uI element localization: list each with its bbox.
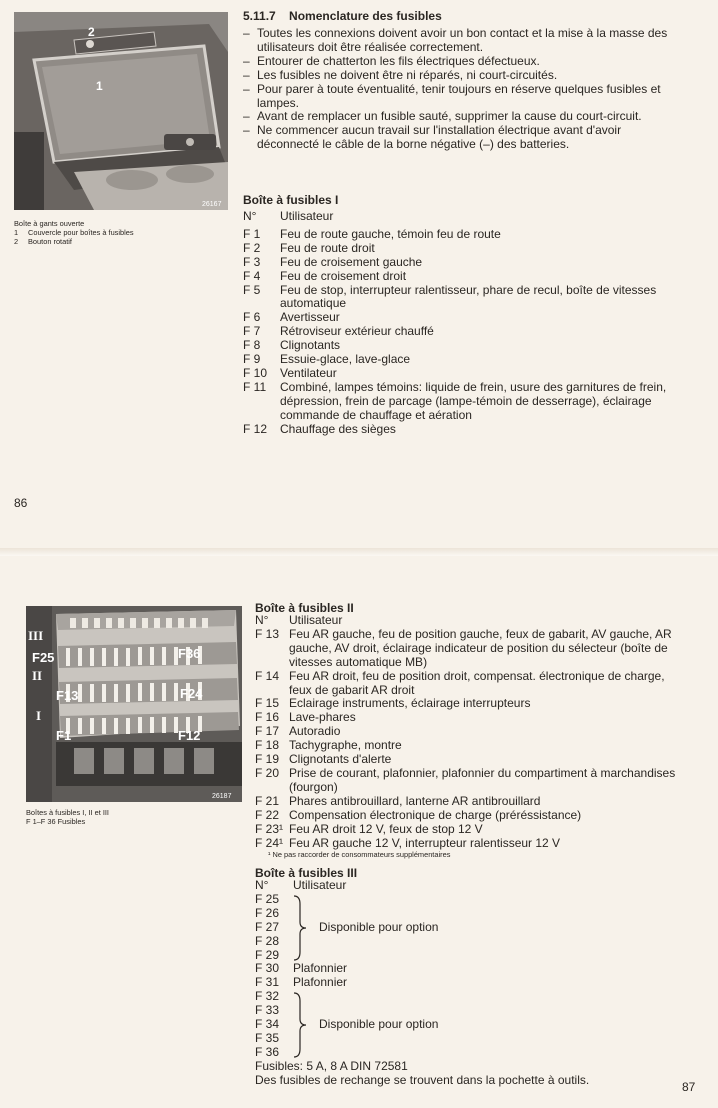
caption-line1: Boîtes à fusibles I, II et III <box>26 808 109 817</box>
caption-line2: F 1–F 36 Fusibles <box>26 817 86 826</box>
roman-label-II: II <box>32 668 43 683</box>
fuse-code: F 13 <box>255 626 280 641</box>
fuse-text: Plafonnier <box>293 975 348 990</box>
bullet-text: Les fusibles ne doivent être ni réparés, ni court-circuités. <box>257 67 558 82</box>
box3-title: Boîte à fusibles III <box>255 866 358 880</box>
box2-title: Boîte à fusibles II <box>255 601 354 615</box>
brace-icon <box>293 894 307 962</box>
fuse-row <box>255 837 687 851</box>
fuse-row <box>243 381 675 423</box>
header-text: Utilisateur <box>293 878 347 892</box>
fuse-row <box>255 725 687 739</box>
bullet-item: – Toutes les connexions doivent avoir un bon contact et la mise à la masse des utilisateurs doit être réalisée correctement. <box>243 27 683 55</box>
fuse-text: Phares antibrouillard, lanterne AR antibrouillard <box>289 793 541 808</box>
fuse-text: Combiné, lampes témoins: liquide de frein, usure des garnitures de frein, dépression, frein de parcage (lampe-témoin de desserrage), éclairage commande de chauffage et aération <box>280 379 667 422</box>
fuse-code: F 34 <box>255 1017 280 1032</box>
caption-item <box>14 228 134 237</box>
page-86 <box>0 0 718 552</box>
spare-fuses-note: Des fusibles de rechange se trouvent dans la pochette à outils. <box>255 1072 590 1087</box>
fusebox-photo <box>26 606 242 802</box>
fuse-text: Feu AR droit 12 V, feux de stop 12 V <box>289 821 483 836</box>
bullet-item: – Avant de remplacer un fusible sauté, supprimer la cause du court-circuit. <box>243 109 642 124</box>
fuse-label-f24: F24 <box>180 686 203 701</box>
fuse-row <box>255 697 687 711</box>
fuse-code: F 21 <box>255 793 280 808</box>
fuse-code: F 14 <box>255 668 280 683</box>
caption-item <box>14 237 134 246</box>
optional-group-1 <box>255 893 687 963</box>
fuse-row <box>243 367 675 381</box>
photo1-label-1: 1 <box>96 79 103 93</box>
fuse-row <box>255 767 687 795</box>
photo1-ref: 26167 <box>202 201 222 208</box>
group1-codes <box>255 893 289 963</box>
fuse-code: F 36 <box>255 1044 280 1059</box>
fuse-row <box>255 823 687 837</box>
fuse-text: Avertisseur <box>280 310 340 325</box>
fuse-code: F 30 <box>255 961 280 976</box>
box3-header <box>255 879 687 893</box>
fuse-code: F 19 <box>255 752 280 767</box>
box3-table <box>255 879 687 1088</box>
fuse-code: F 5 <box>243 282 261 297</box>
fuse-label-f13: F13 <box>56 688 79 703</box>
fuse-text: Feu AR droit, feu de position droit, compensat. électronique de charge, feux de gabarit AR droit <box>289 668 665 697</box>
bullet-item: – Les fusibles ne doivent être ni réparés, ni court-circuités. <box>243 67 558 82</box>
caption-item-text: Bouton rotatif <box>28 237 72 246</box>
fuse-label-f36: F36 <box>178 646 201 661</box>
group2-text: Disponible pour option <box>319 1017 439 1032</box>
fuse-text: Feu de croisement droit <box>280 268 407 283</box>
box1-header <box>243 210 675 224</box>
roman-label-I: I <box>36 708 42 723</box>
box1-title: Boîte à fusibles I <box>243 193 339 207</box>
fuse-label-f1: F1 <box>56 728 72 743</box>
fusebox-caption <box>26 808 109 826</box>
optional-group-2 <box>255 990 687 1060</box>
bullet-text: Avant de remplacer un fusible sauté, supprimer la cause du court-circuit. <box>257 109 642 124</box>
header-code: N° <box>255 613 269 627</box>
header-code: N° <box>243 209 257 223</box>
fuse-row <box>255 670 687 698</box>
fuse-text: Clignotants <box>280 338 341 353</box>
fuse-text: Compensation électronique de charge (préréssistance) <box>289 807 582 822</box>
fuse-text: Clignotants d'alerte <box>289 752 392 767</box>
page-number-86: 86 <box>14 496 28 510</box>
fuse-code: F 6 <box>243 310 261 325</box>
group2-codes <box>255 990 289 1060</box>
header-code: N° <box>255 878 269 892</box>
bullet-text: Ne commencer aucun travail sur l'installation électrique avant d'avoir déconnecté le câble de la borne négative (–) des batteries. <box>257 123 622 152</box>
fuse-text: Chauffage des sièges <box>280 421 396 436</box>
fusebox-illustration <box>26 606 242 802</box>
header-text: Utilisateur <box>280 209 334 223</box>
fuse-code: F 27 <box>255 919 280 934</box>
fuse-code: F 1 <box>243 226 261 241</box>
fuse-rating-note: Fusibles: 5 A, 8 A DIN 72581 <box>255 1058 408 1073</box>
page-87 <box>0 552 718 1108</box>
caption-item-num: 2 <box>14 237 19 246</box>
fuse-code: F 16 <box>255 710 280 725</box>
bullet-item: – Ne commencer aucun travail sur l'installation électrique avant d'avoir déconnecté le câble de la borne négative (–) des batteries. <box>243 124 683 152</box>
fuse-text: Feu AR gauche, feu de position gauche, feux de gabarit, AV gauche, AR gauche, AV droit, éclairage indicateur de position du sélecteur (boîte de vitesses automatique MB) <box>289 626 672 669</box>
bullet-text: Entourer de chatterton les fils électriques défectueux. <box>257 53 540 68</box>
page-number-87: 87 <box>682 1080 696 1094</box>
fuse-text: Eclairage instruments, éclairage interrupteurs <box>289 696 531 711</box>
box2-table <box>255 614 687 850</box>
fuse-code: F 29 <box>255 947 280 962</box>
section-number: 5.11.7 <box>243 9 276 23</box>
bullet-item: – Entourer de chatterton les fils électriques défectueux. <box>243 53 540 68</box>
fuse-code: F 2 <box>243 240 261 255</box>
fuse-code: F 4 <box>243 268 261 283</box>
caption-item-num: 1 <box>14 228 19 237</box>
glovebox-illustration <box>14 12 228 210</box>
box2-header <box>255 614 687 628</box>
fuse-row <box>255 628 687 670</box>
fuse-text: Feu de route droit <box>280 240 375 255</box>
roman-label-III: III <box>28 628 44 643</box>
photo1-label-2: 2 <box>88 25 95 39</box>
section-title: Nomenclature des fusibles <box>289 9 442 23</box>
glovebox-photo <box>14 12 228 210</box>
fuse-text: Feu de route gauche, témoin feu de route <box>280 226 501 241</box>
fuse-code: F 15 <box>255 696 280 711</box>
bullet-text: Pour parer à toute éventualité, tenir toujours en réserve quelques fusibles et lampes. <box>257 81 661 110</box>
fuse-row <box>255 711 687 725</box>
fuse-text: Feu de stop, interrupteur ralentisseur, phare de recul, boîte de vitesses automatique <box>280 282 657 311</box>
safety-bullets <box>243 27 683 152</box>
fuse-text: Lave-phares <box>289 710 356 725</box>
fuse-row <box>255 976 687 990</box>
fuse-row <box>243 423 675 437</box>
photo2-ref: 26187 <box>212 793 232 800</box>
fuse-code: F 32 <box>255 989 280 1004</box>
fuse-code: F 22 <box>255 807 280 822</box>
fuse-label-f12: F12 <box>178 728 201 743</box>
fuse-code: F 25 <box>255 891 280 906</box>
fuse-row <box>243 270 675 284</box>
fuse-row <box>243 325 675 339</box>
fuse-code: F 3 <box>243 254 261 269</box>
fuse-text: Rétroviseur extérieur chauffé <box>280 324 434 339</box>
fuse-label-f25: F25 <box>32 650 55 665</box>
fuse-row <box>243 353 675 367</box>
brace-icon <box>293 991 307 1059</box>
fuse-row <box>243 339 675 353</box>
fuse-text: Essuie-glace, lave-glace <box>280 352 411 367</box>
fuse-row <box>243 242 675 256</box>
fuse-text: Prise de courant, plafonnier, plafonnier du compartiment à marchandises (fourgon) <box>289 765 676 794</box>
fuse-code: F 17 <box>255 724 280 739</box>
fuse-text: Autoradio <box>289 724 341 739</box>
fuse-code: F 18 <box>255 738 280 753</box>
fuse-code: F 9 <box>243 352 261 367</box>
fuse-text: Ventilateur <box>280 365 337 380</box>
fuse-row <box>255 753 687 767</box>
caption-title: Boîte à gants ouverte <box>14 219 85 228</box>
caption-item-text: Couvercle pour boîtes à fusibles <box>28 228 134 237</box>
header-text: Utilisateur <box>289 613 343 627</box>
fuse-code: F 31 <box>255 975 280 990</box>
bullet-item: – Pour parer à toute éventualité, tenir toujours en réserve quelques fusibles et lampes. <box>243 83 683 111</box>
fuse-code: F 33 <box>255 1003 280 1018</box>
fuse-text: Feu de croisement gauche <box>280 254 423 269</box>
section-heading <box>243 9 442 23</box>
fuse-row <box>255 795 687 809</box>
fuse-code: F 20 <box>255 765 280 780</box>
footnote: ¹ Ne pas raccorder de consommateurs supplémentaires <box>268 850 451 859</box>
fuse-text: Plafonnier <box>293 961 348 976</box>
fuse-code: F 8 <box>243 338 261 353</box>
fuse-code: F 28 <box>255 933 280 948</box>
group1-text: Disponible pour option <box>319 919 439 934</box>
fuse-row <box>255 739 687 753</box>
fuse-code: F 24¹ <box>255 835 284 850</box>
box1-table <box>243 210 675 437</box>
glovebox-caption <box>14 219 134 246</box>
fuse-text: Tachygraphe, montre <box>289 738 402 753</box>
bullet-text: Toutes les connexions doivent avoir un bon contact et la mise à la masse des utilisateurs doit être réalisée correctement. <box>257 26 668 54</box>
fuse-row <box>255 809 687 823</box>
fuse-row <box>255 962 687 976</box>
fuse-code: F 10 <box>243 365 268 380</box>
fuse-row <box>243 284 675 312</box>
fuse-code: F 26 <box>255 905 280 920</box>
fuse-code: F 7 <box>243 324 261 339</box>
fuse-row <box>243 228 675 242</box>
fuse-code: F 35 <box>255 1030 280 1045</box>
fuse-row <box>243 311 675 325</box>
fuse-code: F 12 <box>243 421 268 436</box>
fuse-code: F 11 <box>243 379 267 394</box>
fuse-text: Feu AR gauche 12 V, interrupteur ralentisseur 12 V <box>289 835 561 850</box>
fuse-code: F 23¹ <box>255 821 284 836</box>
fuse-row <box>243 256 675 270</box>
